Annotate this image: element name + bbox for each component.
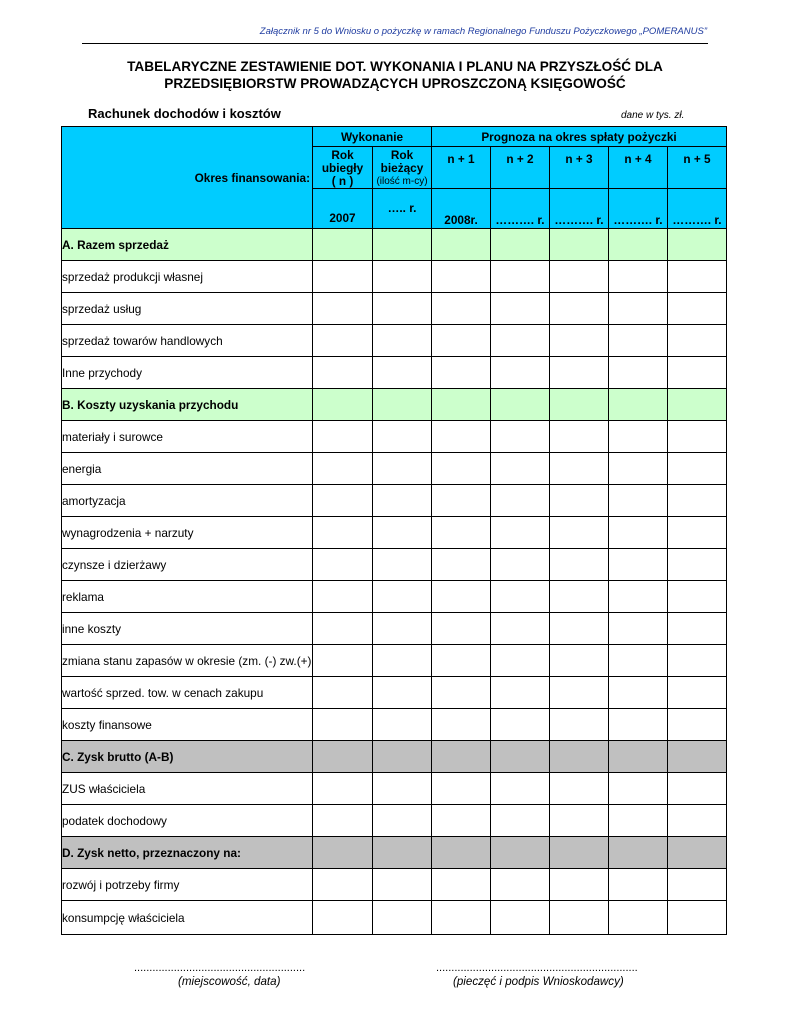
forecast-year: ………. r. [491,189,550,229]
value-cell[interactable] [491,869,550,901]
row-label: C. Zysk brutto (A-B) [62,741,313,773]
value-cell[interactable] [550,837,609,869]
table-row [62,421,727,453]
value-cell[interactable] [491,261,550,293]
value-cell[interactable] [432,613,491,645]
row-label: wynagrodzenia + narzuty [62,517,313,549]
value-cell[interactable] [609,229,668,261]
value-cell[interactable] [609,645,668,677]
forecast-year: ………. r. [609,189,668,229]
period-label: Okres finansowania: [62,127,313,229]
value-cell[interactable] [491,357,550,389]
value-cell[interactable] [550,261,609,293]
forecast-col: n + 3 [550,147,609,189]
value-cell[interactable] [609,581,668,613]
value-cell[interactable] [432,229,491,261]
value-cell[interactable] [373,581,432,613]
prev-year-value: 2007 [313,189,373,229]
forecast-col: n + 5 [668,147,727,189]
row-label: D. Zysk netto, przeznaczony na: [62,837,313,869]
value-cell[interactable] [491,549,550,581]
row-label: energia [62,453,313,485]
table-row [62,293,727,325]
value-cell[interactable] [668,773,727,805]
value-cell[interactable] [550,581,609,613]
value-cell[interactable] [373,229,432,261]
value-cell[interactable] [550,709,609,741]
value-cell[interactable] [668,261,727,293]
value-cell[interactable] [550,389,609,421]
value-cell[interactable] [313,357,373,389]
value-cell[interactable] [550,613,609,645]
table-row [62,325,727,357]
value-cell[interactable] [373,485,432,517]
row-label: reklama [62,581,313,613]
value-cell[interactable] [550,805,609,837]
value-cell[interactable] [373,549,432,581]
value-cell[interactable] [550,485,609,517]
table-row [62,677,727,709]
value-cell[interactable] [432,485,491,517]
value-cell[interactable] [550,421,609,453]
value-cell[interactable] [313,453,373,485]
value-cell[interactable] [550,453,609,485]
value-cell[interactable] [668,229,727,261]
value-cell[interactable] [373,293,432,325]
row-label: konsumpcję właściciela [62,901,313,935]
value-cell[interactable] [491,677,550,709]
value-cell[interactable] [373,613,432,645]
value-cell[interactable] [550,517,609,549]
forecast-col: n + 1 [432,147,491,189]
value-cell[interactable] [609,677,668,709]
value-cell[interactable] [550,325,609,357]
value-cell[interactable] [313,485,373,517]
value-cell[interactable] [668,901,727,935]
value-cell[interactable] [432,293,491,325]
value-cell[interactable] [432,389,491,421]
value-cell[interactable] [373,453,432,485]
row-label: amortyzacja [62,485,313,517]
table-row [62,357,727,389]
curr-year-sub: (ilość m-cy) [376,176,428,187]
value-cell[interactable] [609,325,668,357]
value-cell[interactable] [550,773,609,805]
value-cell[interactable] [313,645,373,677]
table-row [62,709,727,741]
value-cell[interactable] [668,581,727,613]
value-cell[interactable] [550,229,609,261]
section-title: Rachunek dochodów i kosztów [88,106,281,121]
value-cell[interactable] [491,517,550,549]
value-cell[interactable] [609,421,668,453]
table-row [62,581,727,613]
prev-year-l2: ubiegły [321,161,364,175]
value-cell[interactable] [373,357,432,389]
value-cell[interactable] [491,805,550,837]
row-label: sprzedaż produkcji własnej [62,261,313,293]
value-cell[interactable] [609,837,668,869]
value-cell[interactable] [313,261,373,293]
prev-year-l3: ( n ) [331,174,354,188]
value-cell[interactable] [668,293,727,325]
place-date-caption: (miejscowość, data) [178,975,281,988]
value-cell[interactable] [313,901,373,935]
value-cell[interactable] [432,837,491,869]
value-cell[interactable] [491,773,550,805]
value-cell[interactable] [313,773,373,805]
value-cell[interactable] [313,613,373,645]
row-label: materiały i surowce [62,421,313,453]
value-cell[interactable] [432,645,491,677]
value-cell[interactable] [491,741,550,773]
value-cell[interactable] [432,549,491,581]
value-cell[interactable] [313,741,373,773]
table-row [62,229,727,261]
table-row [62,261,727,293]
value-cell[interactable] [313,709,373,741]
value-cell[interactable] [432,709,491,741]
value-cell[interactable] [609,869,668,901]
value-cell[interactable] [373,677,432,709]
row-label: Inne przychody [62,357,313,389]
value-cell[interactable] [609,293,668,325]
value-cell[interactable] [313,837,373,869]
value-cell[interactable] [491,453,550,485]
value-cell[interactable] [491,389,550,421]
value-cell[interactable] [373,869,432,901]
prev-year-l1: Rok [331,148,354,162]
value-cell[interactable] [313,421,373,453]
value-cell[interactable] [668,709,727,741]
value-cell[interactable] [609,389,668,421]
value-cell[interactable] [550,677,609,709]
value-cell[interactable] [609,453,668,485]
value-cell[interactable] [668,549,727,581]
value-cell[interactable] [432,325,491,357]
row-label: B. Koszty uzyskania przychodu [62,389,313,421]
row-label: sprzedaż usług [62,293,313,325]
forecast-year: ………. r. [550,189,609,229]
table-row [62,901,727,935]
value-cell[interactable] [373,389,432,421]
value-cell[interactable] [432,581,491,613]
table-row [62,613,727,645]
table-row [62,549,727,581]
value-cell[interactable] [550,293,609,325]
forecast-col: n + 4 [609,147,668,189]
value-cell[interactable] [491,901,550,935]
value-cell[interactable] [432,357,491,389]
value-cell[interactable] [609,709,668,741]
value-cell[interactable] [432,421,491,453]
signature-caption: (pieczęć i podpis Wnioskodawcy) [453,975,624,988]
value-cell[interactable] [491,485,550,517]
table-row [62,645,727,677]
value-cell[interactable] [432,869,491,901]
title-line-2: PRZEDSIĘBIORSTW PROWADZĄCYCH UPROSZCZONĄ KSIĘGOWOŚĆ [164,76,626,91]
value-cell[interactable] [609,741,668,773]
value-cell[interactable] [668,389,727,421]
value-cell[interactable] [491,229,550,261]
value-cell[interactable] [609,901,668,935]
value-cell[interactable] [491,421,550,453]
table-row [62,741,727,773]
value-cell[interactable] [609,485,668,517]
value-cell[interactable] [668,869,727,901]
table-row [62,485,727,517]
value-cell[interactable] [668,517,727,549]
table-row [62,869,727,901]
curr-year-l2: bieżący [380,161,424,175]
value-cell[interactable] [432,261,491,293]
table-row [62,773,727,805]
value-cell[interactable] [550,741,609,773]
curr-year-value: ….. r. [373,189,432,229]
value-cell[interactable] [668,741,727,773]
value-cell[interactable] [373,517,432,549]
row-label: ZUS właściciela [62,773,313,805]
value-cell[interactable] [432,517,491,549]
value-cell[interactable] [313,677,373,709]
value-cell[interactable] [609,261,668,293]
value-cell[interactable] [668,357,727,389]
row-label: koszty finansowe [62,709,313,741]
row-label: czynsze i dzierżawy [62,549,313,581]
value-cell[interactable] [668,805,727,837]
value-cell[interactable] [668,421,727,453]
value-cell[interactable] [313,229,373,261]
value-cell[interactable] [373,709,432,741]
row-label: wartość sprzed. tow. w cenach zakupu [62,677,313,709]
row-label: rozwój i potrzeby firmy [62,869,313,901]
forecast-col: n + 2 [491,147,550,189]
annex-note: Załącznik nr 5 do Wniosku o pożyczkę w ramach Regionalnego Funduszu Pożyczkowego „POMERANUS” [259,26,707,37]
value-cell[interactable] [373,741,432,773]
value-cell[interactable] [373,837,432,869]
place-date-line: ........................................................ [134,962,306,974]
value-cell[interactable] [373,325,432,357]
value-cell[interactable] [491,645,550,677]
value-cell[interactable] [313,549,373,581]
value-cell[interactable] [668,677,727,709]
value-cell[interactable] [373,421,432,453]
value-cell[interactable] [550,549,609,581]
value-cell[interactable] [373,805,432,837]
row-label: podatek dochodowy [62,805,313,837]
value-cell[interactable] [550,901,609,935]
table-row [62,453,727,485]
forecast-year: 2008r. [432,189,491,229]
value-cell[interactable] [432,677,491,709]
value-cell[interactable] [491,293,550,325]
group-forecast: Prognoza na okres spłaty pożyczki [432,127,727,147]
document-title [60,58,730,92]
value-cell[interactable] [609,517,668,549]
value-cell[interactable] [550,357,609,389]
value-cell[interactable] [313,293,373,325]
value-cell[interactable] [609,805,668,837]
value-cell[interactable] [432,805,491,837]
forecast-year: ………. r. [668,189,727,229]
units-note: dane w tys. zł. [621,110,685,121]
row-label: A. Razem sprzedaż [62,229,313,261]
value-cell[interactable] [432,453,491,485]
table-row [62,837,727,869]
value-cell[interactable] [373,773,432,805]
table-body [62,229,727,935]
value-cell[interactable] [668,453,727,485]
row-label: zmiana stanu zapasów w okresie (zm. (-) zw.(+) [62,645,313,677]
value-cell[interactable] [313,581,373,613]
header-rule [82,43,708,44]
value-cell[interactable] [313,325,373,357]
curr-year-header [373,147,432,189]
value-cell[interactable] [432,773,491,805]
value-cell[interactable] [609,549,668,581]
value-cell[interactable] [609,357,668,389]
value-cell[interactable] [491,613,550,645]
value-cell[interactable] [609,773,668,805]
value-cell[interactable] [432,901,491,935]
value-cell[interactable] [491,325,550,357]
value-cell[interactable] [432,741,491,773]
value-cell[interactable] [668,325,727,357]
prev-year-header [313,147,373,189]
table-row [62,389,727,421]
value-cell[interactable] [313,805,373,837]
value-cell[interactable] [668,645,727,677]
value-cell[interactable] [491,581,550,613]
value-cell[interactable] [550,645,609,677]
value-cell[interactable] [491,709,550,741]
group-execution: Wykonanie [313,127,432,147]
table-row [62,805,727,837]
row-label: inne koszty [62,613,313,645]
value-cell[interactable] [373,645,432,677]
row-label: sprzedaż towarów handlowych [62,325,313,357]
value-cell[interactable] [491,837,550,869]
value-cell[interactable] [668,837,727,869]
value-cell[interactable] [313,869,373,901]
value-cell[interactable] [550,869,609,901]
value-cell[interactable] [373,261,432,293]
value-cell[interactable] [668,613,727,645]
financial-table [61,126,727,935]
title-line-1: TABELARYCZNE ZESTAWIENIE DOT. WYKONANIA I PLANU NA PRZYSZŁOŚĆ DLA [127,59,663,74]
value-cell[interactable] [668,485,727,517]
value-cell[interactable] [373,901,432,935]
value-cell[interactable] [313,389,373,421]
table-row [62,517,727,549]
value-cell[interactable] [313,517,373,549]
signature-line: .................................................................. [436,962,638,974]
value-cell[interactable] [609,613,668,645]
curr-year-l1: Rok [390,148,414,162]
